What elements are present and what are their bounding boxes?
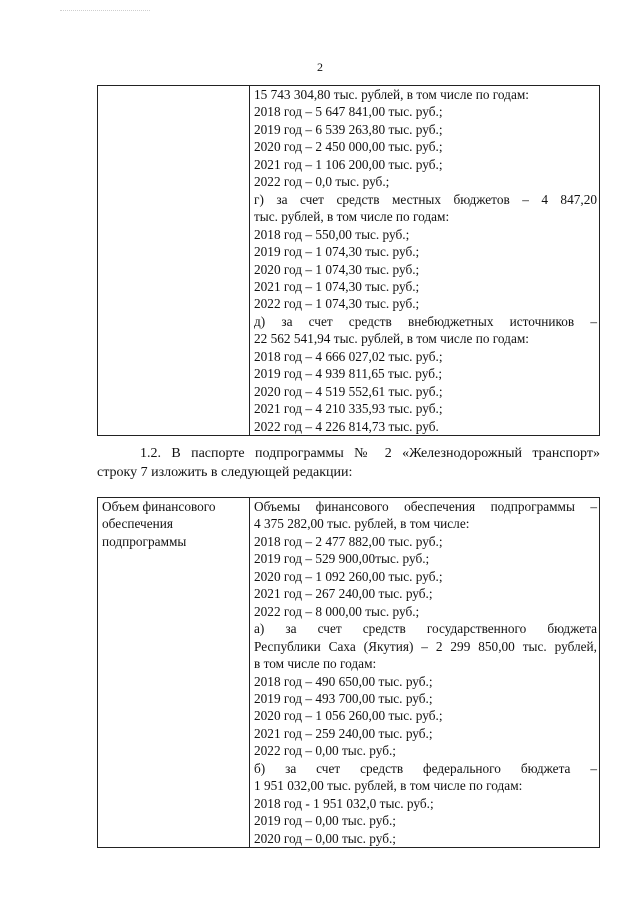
text-line: Республики Саха (Якутия) – 2 299 850,00 тыс. рублей,: [254, 638, 597, 654]
text-line: 2018 год - 1 951 032,0 тыс. руб.;: [254, 795, 434, 811]
text-line: 2020 год – 0,00 тыс. руб.;: [254, 830, 396, 846]
text-line: 2021 год – 267 240,00 тыс. руб.;: [254, 586, 433, 602]
text-line: 2022 год – 8 000,00 тыс. руб.;: [254, 603, 420, 619]
text-line: 2018 год – 5 647 841,00 тыс. руб.;: [254, 104, 443, 120]
text-line: тыс. рублей, в том числе по годам:: [254, 209, 450, 225]
text-line: 2019 год – 493 700,00 тыс. руб.;: [254, 690, 433, 706]
text-line: 2018 год – 490 650,00 тыс. руб.;: [254, 673, 433, 689]
paragraph-line: строку 7 изложить в следующей редакции:: [97, 465, 353, 480]
text-line: Объемы финансового обеспечения подпрограммы –: [254, 499, 597, 514]
text-line: 2019 год – 4 939 811,65 тыс. руб.;: [254, 366, 443, 382]
text-line: 2020 год – 1 092 260,00 тыс. руб.;: [254, 568, 443, 584]
paragraph-line: 1.2. В паспорте подпрограммы № 2 «Железнодорожный транспорт»: [140, 446, 600, 461]
text-line: 15 743 304,80 тыс. рублей, в том числе по годам:: [254, 87, 529, 102]
text-line: 2019 год – 529 900,00тыс. руб.;: [254, 551, 430, 567]
text-line: в том числе по годам:: [254, 656, 377, 672]
text-line: 1 951 032,00 тыс. рублей, в том числе по годам:: [254, 778, 523, 794]
label-cell: [98, 498, 250, 848]
text-line: б) за счет средств федерального бюджета –: [254, 760, 597, 776]
text-line: 2021 год – 259 240,00 тыс. руб.;: [254, 725, 433, 741]
text-line: 4 375 282,00 тыс. рублей, в том числе:: [254, 516, 470, 532]
scan-artifact: [60, 10, 150, 12]
text-line: 2022 год – 4 226 814,73 тыс. руб.: [254, 418, 439, 434]
text-line: 2022 год – 1 074,30 тыс. руб.;: [254, 296, 420, 312]
table-row: [98, 86, 600, 436]
text-line: 2019 год – 6 539 263,80 тыс. руб.;: [254, 121, 443, 137]
funding-table-continued: [97, 85, 600, 436]
text-line: 2020 год – 4 519 552,61 тыс. руб.;: [254, 383, 443, 399]
value-cell: [250, 498, 600, 848]
amendment-paragraph: [97, 444, 600, 482]
funding-table-subprogram-2: [97, 497, 600, 848]
text-line: 2020 год – 2 450 000,00 тыс. руб.;: [254, 139, 443, 155]
text-line: 2021 год – 1 106 200,00 тыс. руб.;: [254, 156, 443, 172]
text-line: 2020 год – 1 074,30 тыс. руб.;: [254, 261, 420, 277]
text-line: 2019 год – 1 074,30 тыс. руб.;: [254, 244, 420, 260]
table-row: [98, 498, 600, 848]
text-line: а) за счет средств государственного бюджета: [254, 621, 597, 637]
text-line: 22 562 541,94 тыс. рублей, в том числе по годам:: [254, 331, 529, 347]
label-cell: [98, 86, 250, 436]
row-label: Объем финансового обеспечения подпрограммы: [102, 499, 216, 549]
text-line: 2019 год – 0,00 тыс. руб.;: [254, 813, 396, 829]
text-line: г) за счет средств местных бюджетов – 4 847,20: [254, 191, 597, 207]
text-line: 2022 год – 0,00 тыс. руб.;: [254, 743, 396, 759]
text-line: д) за счет средств внебюджетных источников –: [254, 313, 597, 329]
text-line: 2018 год – 2 477 882,00 тыс. руб.;: [254, 533, 443, 549]
value-cell: [250, 86, 600, 436]
text-line: 2021 год – 4 210 335,93 тыс. руб.;: [254, 401, 443, 417]
text-line: 2018 год – 4 666 027,02 тыс. руб.;: [254, 348, 443, 364]
text-line: 2020 год – 1 056 260,00 тыс. руб.;: [254, 708, 443, 724]
page-number: 2: [317, 60, 323, 74]
text-line: 2021 год – 1 074,30 тыс. руб.;: [254, 278, 420, 294]
text-line: 2018 год – 550,00 тыс. руб.;: [254, 226, 410, 242]
text-line: 2022 год – 0,0 тыс. руб.;: [254, 174, 390, 190]
